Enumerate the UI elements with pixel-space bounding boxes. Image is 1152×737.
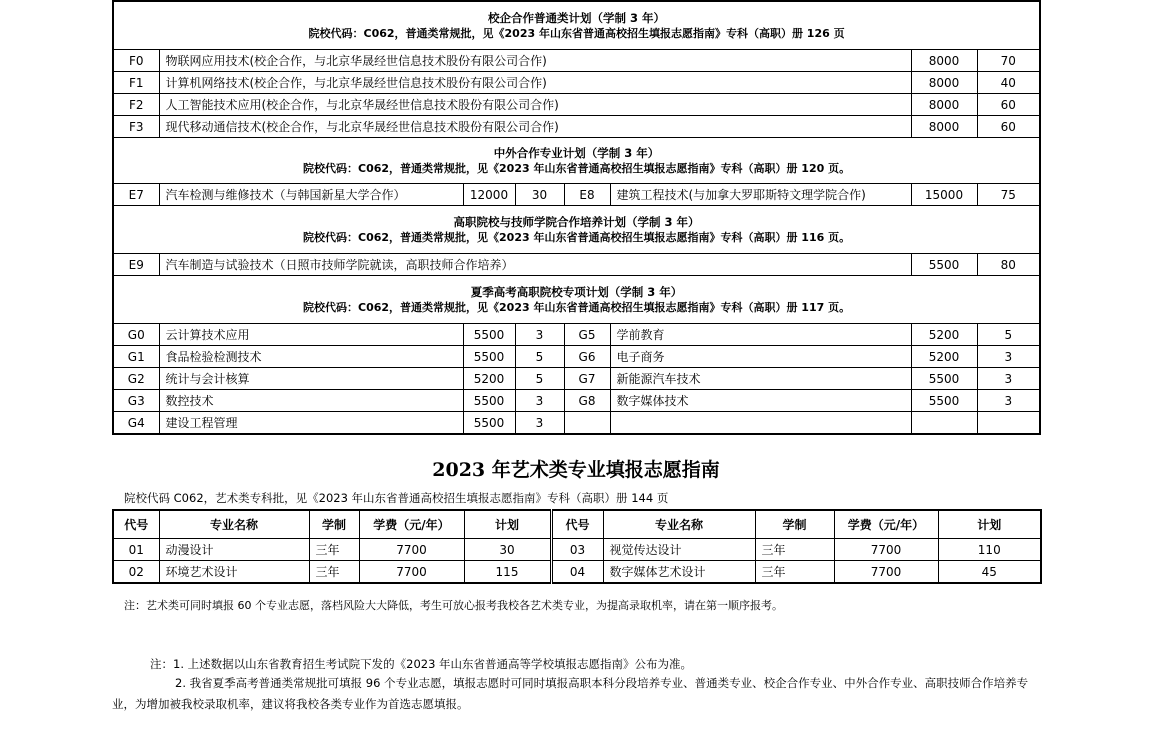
- major-code: G3: [113, 390, 159, 412]
- major-code: F2: [113, 94, 159, 116]
- plan-count: 30: [464, 539, 551, 561]
- table-row: [113, 390, 1040, 412]
- major-code: [564, 412, 610, 435]
- tuition-fee: 5200: [911, 346, 977, 368]
- major-code: 03: [551, 539, 603, 561]
- tuition-fee: 5500: [463, 390, 515, 412]
- major-code: G5: [564, 324, 610, 346]
- tuition-fee: [911, 412, 977, 435]
- table-row: [113, 94, 1040, 116]
- tuition-fee: 7700: [359, 539, 464, 561]
- art-guide-title: 2023 年艺术类专业填报志愿指南: [432, 459, 720, 481]
- major-code: G4: [113, 412, 159, 435]
- plan-count: 5: [515, 368, 564, 390]
- table-row: [113, 539, 1041, 561]
- duration: 三年: [309, 561, 359, 584]
- column-header: 代号: [551, 510, 603, 539]
- major-code: G7: [564, 368, 610, 390]
- major-name: 物联网应用技术(校企合作，与北京华晟经世信息技术股份有限公司合作): [159, 50, 911, 72]
- tuition-fee: 8000: [911, 116, 977, 138]
- section-title: 校企合作普通类计划（学制 3 年）: [488, 11, 666, 25]
- tuition-fee: 5500: [911, 390, 977, 412]
- table-row: [113, 346, 1040, 368]
- tuition-fee: 7700: [359, 561, 464, 584]
- footnote-1: 注：1. 上述数据以山东省教育招生考试院下发的《2023 年山东省普通高等学校填报志愿指南》公布为准。: [150, 657, 693, 671]
- plan-count: 3: [515, 412, 564, 435]
- section-subtitle: 院校代码：C062，普通类常规批，见《2023 年山东省普通高校招生填报志愿指南》专科（高职）册 116 页。: [303, 231, 851, 244]
- major-name: 数字媒体技术: [610, 390, 911, 412]
- tuition-fee: 12000: [463, 184, 515, 206]
- duration: 三年: [755, 539, 834, 561]
- major-name: [610, 412, 911, 435]
- table-row: [113, 412, 1040, 435]
- section-header: [113, 1, 1040, 50]
- plan-count: 70: [977, 50, 1040, 72]
- tuition-fee: 8000: [911, 94, 977, 116]
- tuition-fee: 8000: [911, 72, 977, 94]
- tuition-fee: 7700: [834, 561, 938, 584]
- section-title: 高职院校与技师学院合作培养计划（学制 3 年）: [453, 215, 700, 229]
- table-row: [113, 72, 1040, 94]
- column-header: 学费（元/年）: [834, 510, 938, 539]
- section-subtitle: 院校代码：C062，普通类常规批，见《2023 年山东省普通高校招生填报志愿指南》专科（高职）册 126 页: [308, 27, 845, 40]
- major-code: G8: [564, 390, 610, 412]
- section-title: 中外合作专业计划（学制 3 年）: [493, 146, 660, 160]
- plan-count: 3: [515, 390, 564, 412]
- tuition-fee: 5200: [911, 324, 977, 346]
- table-row: [113, 50, 1040, 72]
- major-name: 学前教育: [610, 324, 911, 346]
- tuition-fee: 7700: [834, 539, 938, 561]
- table-row: [113, 184, 1040, 206]
- major-name: 汽车检测与维修技术（与韩国新星大学合作）: [159, 184, 463, 206]
- plan-count: 3: [515, 324, 564, 346]
- table-row: [113, 254, 1040, 276]
- major-name: 数字媒体艺术设计: [603, 561, 755, 584]
- major-name: 人工智能技术应用(校企合作，与北京华晟经世信息技术股份有限公司合作): [159, 94, 911, 116]
- column-header: 专业名称: [603, 510, 755, 539]
- section-subtitle: 院校代码：C062，普通类常规批，见《2023 年山东省普通高校招生填报志愿指南》专科（高职）册 120 页。: [303, 162, 851, 175]
- column-header: 计划: [938, 510, 1041, 539]
- admission-plan-table: [112, 0, 1041, 435]
- plan-count: 3: [977, 390, 1040, 412]
- tuition-fee: 5500: [463, 346, 515, 368]
- plan-count: 60: [977, 116, 1040, 138]
- major-name: 环境艺术设计: [159, 561, 309, 584]
- major-code: G1: [113, 346, 159, 368]
- art-guide-subtitle: 院校代码 C062，艺术类专科批，见《2023 年山东省普通高校招生填报志愿指南》专科（高职）册 144 页: [124, 491, 669, 505]
- tuition-fee: 5500: [911, 254, 977, 276]
- major-name: 数控技术: [159, 390, 463, 412]
- major-name: 云计算技术应用: [159, 324, 463, 346]
- plan-count: 30: [515, 184, 564, 206]
- tuition-fee: 5500: [463, 412, 515, 435]
- major-name: 动漫设计: [159, 539, 309, 561]
- plan-count: 3: [977, 346, 1040, 368]
- plan-count: 110: [938, 539, 1041, 561]
- plan-count: 80: [977, 254, 1040, 276]
- art-note: 注：艺术类可同时填报 60 个专业志愿，落档风险大大降低，考生可放心报考我校各艺术类专业，为提高录取机率，请在第一顺序报考。: [124, 599, 783, 612]
- major-code: E8: [564, 184, 610, 206]
- section-subtitle: 院校代码：C062，普通类常规批，见《2023 年山东省普通高校招生填报志愿指南》专科（高职）册 117 页。: [303, 301, 851, 314]
- major-code: E7: [113, 184, 159, 206]
- major-name: 汽车制造与试验技术（日照市技师学院就读，高职技师合作培养）: [159, 254, 911, 276]
- tuition-fee: 5200: [463, 368, 515, 390]
- section-title: 夏季高考高职院校专项计划（学制 3 年）: [470, 285, 683, 299]
- duration: 三年: [309, 539, 359, 561]
- plan-count: 75: [977, 184, 1040, 206]
- plan-count: [977, 412, 1040, 435]
- tuition-fee: 8000: [911, 50, 977, 72]
- section-header: [113, 138, 1040, 184]
- table-row: [113, 116, 1040, 138]
- major-name: 统计与会计核算: [159, 368, 463, 390]
- tuition-fee: 5500: [463, 324, 515, 346]
- major-name: 建设工程管理: [159, 412, 463, 435]
- major-code: F3: [113, 116, 159, 138]
- major-code: G0: [113, 324, 159, 346]
- column-header: 学制: [755, 510, 834, 539]
- major-code: G6: [564, 346, 610, 368]
- plan-count: 5: [515, 346, 564, 368]
- column-header: 专业名称: [159, 510, 309, 539]
- major-name: 计算机网络技术(校企合作，与北京华晟经世信息技术股份有限公司合作): [159, 72, 911, 94]
- tuition-fee: 5500: [911, 368, 977, 390]
- column-header: 代号: [113, 510, 159, 539]
- major-name: 食品检验检测技术: [159, 346, 463, 368]
- column-header: 学制: [309, 510, 359, 539]
- plan-count: 115: [464, 561, 551, 584]
- column-header: 学费（元/年）: [359, 510, 464, 539]
- plan-count: 5: [977, 324, 1040, 346]
- table-header-row: [113, 510, 1041, 539]
- major-code: G2: [113, 368, 159, 390]
- major-name: 电子商务: [610, 346, 911, 368]
- major-name: 视觉传达设计: [603, 539, 755, 561]
- major-name: 现代移动通信技术(校企合作，与北京华晟经世信息技术股份有限公司合作): [159, 116, 911, 138]
- major-code: 04: [551, 561, 603, 584]
- major-name: 建筑工程技术(与加拿大罗耶斯特文理学院合作): [610, 184, 911, 206]
- table-row: [113, 324, 1040, 346]
- column-header: 计划: [464, 510, 551, 539]
- duration: 三年: [755, 561, 834, 584]
- plan-count: 60: [977, 94, 1040, 116]
- section-header: [113, 206, 1040, 254]
- major-name: 新能源汽车技术: [610, 368, 911, 390]
- table-row: [113, 561, 1041, 584]
- plan-count: 40: [977, 72, 1040, 94]
- major-code: E9: [113, 254, 159, 276]
- tuition-fee: 15000: [911, 184, 977, 206]
- major-code: 02: [113, 561, 159, 584]
- major-code: 01: [113, 539, 159, 561]
- plan-count: 3: [977, 368, 1040, 390]
- art-majors-table: [112, 509, 1042, 584]
- major-code: F1: [113, 72, 159, 94]
- table-row: [113, 368, 1040, 390]
- major-code: F0: [113, 50, 159, 72]
- plan-count: 45: [938, 561, 1041, 584]
- footnote-2: 2. 我省夏季高考普通类常规批可填报 96 个专业志愿，填报志愿时可同时填报高职本科分段培养专业、普通类专业、校企合作专业、中外合作专业、高职技师合作培养专业，为增加被我校录取机率，建议将我校各类专业作为首选志愿填报。: [112, 676, 1029, 711]
- section-header: [113, 276, 1040, 324]
